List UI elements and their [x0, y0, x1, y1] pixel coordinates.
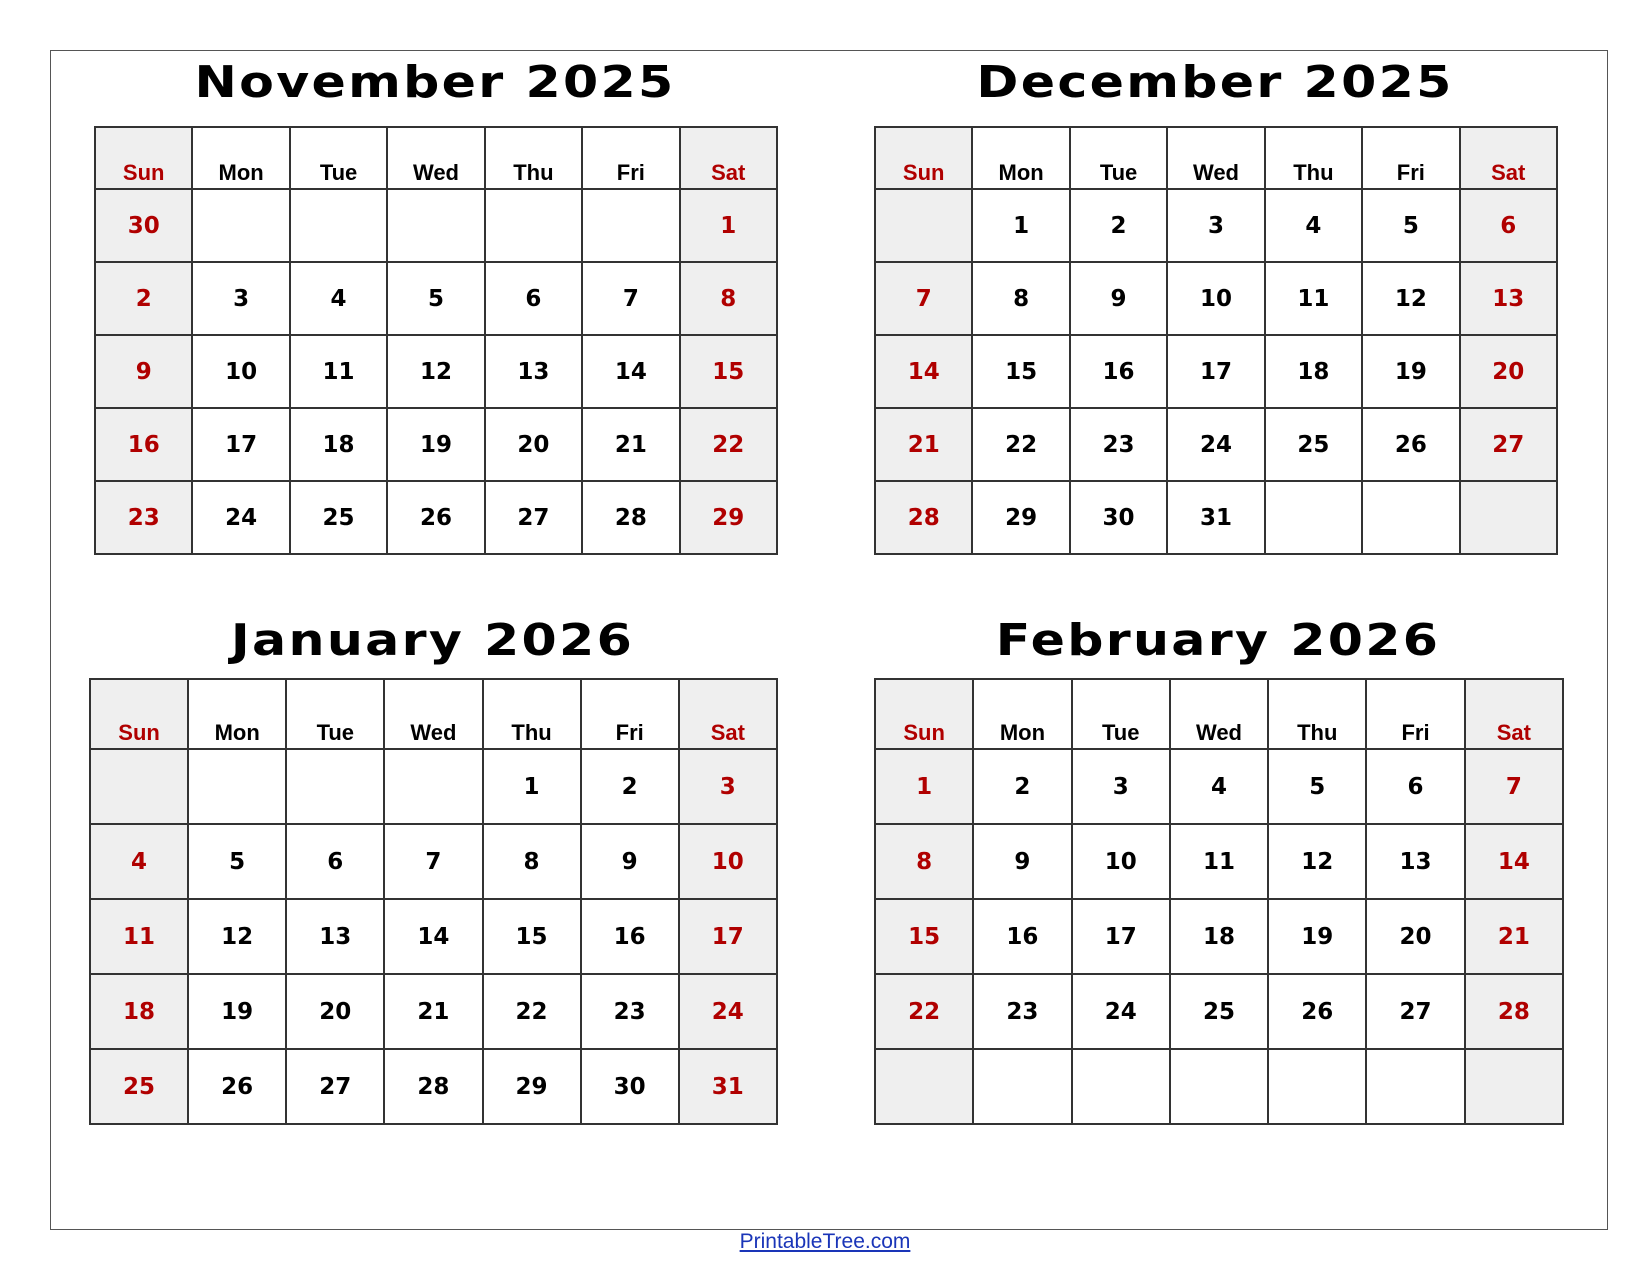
day-cell: 13: [1460, 262, 1557, 335]
day-cell: 14: [582, 335, 679, 408]
weekday-header: Sat: [680, 127, 777, 189]
day-cell: 31: [1167, 481, 1264, 554]
week-row: [95, 481, 777, 554]
day-cell: [875, 189, 972, 262]
day-cell: 5: [1362, 189, 1459, 262]
day-cell: [973, 1049, 1071, 1124]
weekday-header: Wed: [387, 127, 484, 189]
weekday-header: Tue: [1072, 679, 1170, 749]
weekday-header: Thu: [1268, 679, 1366, 749]
weekday-header: Fri: [1366, 679, 1464, 749]
day-cell: 10: [1167, 262, 1264, 335]
day-cell: 28: [582, 481, 679, 554]
weekday-header: Sun: [875, 679, 973, 749]
week-row: [875, 899, 1563, 974]
day-cell: [875, 1049, 973, 1124]
day-cell: 26: [188, 1049, 286, 1124]
day-cell: 14: [384, 899, 482, 974]
day-cell: 18: [90, 974, 188, 1049]
day-cell: 12: [387, 335, 484, 408]
weekday-header: Sun: [95, 127, 192, 189]
day-cell: 4: [1170, 749, 1268, 824]
day-cell: 14: [1465, 824, 1563, 899]
day-cell: 28: [384, 1049, 482, 1124]
day-cell: 27: [485, 481, 582, 554]
day-cell: [1465, 1049, 1563, 1124]
day-cell: 30: [581, 1049, 679, 1124]
week-row: [875, 189, 1557, 262]
week-row: [90, 899, 777, 974]
weekday-header: Wed: [1167, 127, 1264, 189]
day-cell: 16: [1070, 335, 1167, 408]
day-cell: 13: [1366, 824, 1464, 899]
weekday-header: Wed: [1170, 679, 1268, 749]
day-cell: 29: [680, 481, 777, 554]
day-cell: 27: [1460, 408, 1557, 481]
day-cell: 3: [1072, 749, 1170, 824]
day-cell: 17: [1167, 335, 1264, 408]
day-cell: 24: [1167, 408, 1264, 481]
day-cell: 27: [1366, 974, 1464, 1049]
day-cell: 3: [192, 262, 289, 335]
day-cell: 8: [875, 824, 973, 899]
weekday-header: Wed: [384, 679, 482, 749]
day-cell: 23: [95, 481, 192, 554]
day-cell: 5: [387, 262, 484, 335]
day-cell: 20: [485, 408, 582, 481]
day-cell: 4: [90, 824, 188, 899]
day-cell: 21: [384, 974, 482, 1049]
day-cell: 4: [1265, 189, 1362, 262]
day-cell: 2: [1070, 189, 1167, 262]
weekday-header: Sat: [1465, 679, 1563, 749]
weekday-header: Tue: [290, 127, 387, 189]
day-cell: 24: [679, 974, 777, 1049]
day-cell: 22: [483, 974, 581, 1049]
day-cell: 15: [680, 335, 777, 408]
day-cell: 12: [1362, 262, 1459, 335]
day-cell: 9: [581, 824, 679, 899]
day-cell: 24: [1072, 974, 1170, 1049]
day-cell: 8: [680, 262, 777, 335]
day-cell: 18: [1170, 899, 1268, 974]
day-cell: 6: [1366, 749, 1464, 824]
day-cell: 22: [875, 974, 973, 1049]
day-cell: 7: [875, 262, 972, 335]
day-cell: 11: [1170, 824, 1268, 899]
day-cell: 5: [188, 824, 286, 899]
weekday-header: Fri: [1362, 127, 1459, 189]
day-cell: [192, 189, 289, 262]
weekday-header: Fri: [582, 127, 679, 189]
day-cell: 11: [90, 899, 188, 974]
day-cell: 2: [95, 262, 192, 335]
day-cell: [1170, 1049, 1268, 1124]
day-cell: 17: [679, 899, 777, 974]
weekday-header: Sat: [1460, 127, 1557, 189]
day-cell: 1: [875, 749, 973, 824]
day-cell: 7: [1465, 749, 1563, 824]
day-cell: 26: [1362, 408, 1459, 481]
weekday-header: Tue: [286, 679, 384, 749]
day-cell: 19: [188, 974, 286, 1049]
day-cell: 11: [290, 335, 387, 408]
calendar-table: [94, 126, 778, 555]
day-cell: [90, 749, 188, 824]
day-cell: 20: [1366, 899, 1464, 974]
day-cell: 1: [680, 189, 777, 262]
month-title: November 2025: [194, 57, 676, 108]
weekday-header: Mon: [972, 127, 1069, 189]
weekday-header: Sun: [90, 679, 188, 749]
day-cell: 8: [483, 824, 581, 899]
weekday-header: Thu: [485, 127, 582, 189]
week-row: [875, 974, 1563, 1049]
week-row: [90, 824, 777, 899]
weekday-header: Sat: [679, 679, 777, 749]
day-cell: 9: [1070, 262, 1167, 335]
day-cell: 21: [1465, 899, 1563, 974]
day-cell: 28: [875, 481, 972, 554]
day-cell: [485, 189, 582, 262]
month-title: January 2026: [230, 615, 635, 666]
weekday-header: Sun: [875, 127, 972, 189]
day-cell: 7: [384, 824, 482, 899]
day-cell: 5: [1268, 749, 1366, 824]
day-cell: 10: [1072, 824, 1170, 899]
day-cell: 15: [875, 899, 973, 974]
day-cell: 21: [875, 408, 972, 481]
day-cell: 12: [188, 899, 286, 974]
day-cell: 17: [1072, 899, 1170, 974]
day-cell: 30: [95, 189, 192, 262]
day-cell: 23: [581, 974, 679, 1049]
week-row: [875, 481, 1557, 554]
day-cell: 29: [483, 1049, 581, 1124]
month-title: February 2026: [995, 615, 1441, 666]
day-cell: 28: [1465, 974, 1563, 1049]
week-row: [875, 824, 1563, 899]
day-cell: 13: [286, 899, 384, 974]
day-cell: [1268, 1049, 1366, 1124]
day-cell: [582, 189, 679, 262]
day-cell: 27: [286, 1049, 384, 1124]
weekday-header: Thu: [483, 679, 581, 749]
day-cell: 16: [95, 408, 192, 481]
day-cell: 6: [286, 824, 384, 899]
day-cell: 25: [290, 481, 387, 554]
day-cell: 10: [192, 335, 289, 408]
day-cell: [1366, 1049, 1464, 1124]
day-cell: [384, 749, 482, 824]
day-cell: 2: [581, 749, 679, 824]
day-cell: 20: [1460, 335, 1557, 408]
day-cell: 26: [1268, 974, 1366, 1049]
day-cell: 19: [387, 408, 484, 481]
day-cell: 15: [972, 335, 1069, 408]
day-cell: [286, 749, 384, 824]
day-cell: 25: [90, 1049, 188, 1124]
week-row: [95, 408, 777, 481]
week-row: [90, 749, 777, 824]
week-row: [875, 335, 1557, 408]
day-cell: 19: [1268, 899, 1366, 974]
day-cell: 29: [972, 481, 1069, 554]
day-cell: 14: [875, 335, 972, 408]
week-row: [90, 974, 777, 1049]
day-cell: 8: [972, 262, 1069, 335]
week-row: [90, 1049, 777, 1124]
day-cell: 11: [1265, 262, 1362, 335]
week-row: [95, 262, 777, 335]
week-row: [875, 749, 1563, 824]
day-cell: 15: [483, 899, 581, 974]
day-cell: 16: [973, 899, 1071, 974]
day-cell: 20: [286, 974, 384, 1049]
day-cell: 1: [972, 189, 1069, 262]
printabletree-link[interactable]: PrintableTree.com: [739, 1230, 911, 1253]
week-row: [875, 262, 1557, 335]
weekday-header: Thu: [1265, 127, 1362, 189]
day-cell: 19: [1362, 335, 1459, 408]
weekday-header: Mon: [188, 679, 286, 749]
day-cell: 18: [1265, 335, 1362, 408]
day-cell: 22: [972, 408, 1069, 481]
day-cell: 22: [680, 408, 777, 481]
weekday-header: Fri: [581, 679, 679, 749]
week-row: [95, 335, 777, 408]
day-cell: 26: [387, 481, 484, 554]
day-cell: [387, 189, 484, 262]
day-cell: 6: [1460, 189, 1557, 262]
day-cell: 7: [582, 262, 679, 335]
day-cell: [290, 189, 387, 262]
day-cell: 17: [192, 408, 289, 481]
day-cell: 4: [290, 262, 387, 335]
day-cell: 2: [973, 749, 1071, 824]
day-cell: [1460, 481, 1557, 554]
calendar-table: [874, 126, 1558, 555]
day-cell: 24: [192, 481, 289, 554]
day-cell: 12: [1268, 824, 1366, 899]
weekday-header: Tue: [1070, 127, 1167, 189]
day-cell: 25: [1265, 408, 1362, 481]
day-cell: 13: [485, 335, 582, 408]
day-cell: 16: [581, 899, 679, 974]
week-row: [875, 1049, 1563, 1124]
day-cell: 1: [483, 749, 581, 824]
day-cell: 31: [679, 1049, 777, 1124]
day-cell: 3: [679, 749, 777, 824]
weekday-header: Mon: [973, 679, 1071, 749]
day-cell: 10: [679, 824, 777, 899]
day-cell: 25: [1170, 974, 1268, 1049]
day-cell: 3: [1167, 189, 1264, 262]
day-cell: [1072, 1049, 1170, 1124]
day-cell: [1362, 481, 1459, 554]
week-row: [95, 189, 777, 262]
day-cell: 9: [95, 335, 192, 408]
week-row: [875, 408, 1557, 481]
day-cell: 6: [485, 262, 582, 335]
day-cell: 18: [290, 408, 387, 481]
calendar-table: [874, 678, 1564, 1125]
day-cell: [188, 749, 286, 824]
day-cell: 9: [973, 824, 1071, 899]
day-cell: [1265, 481, 1362, 554]
day-cell: 21: [582, 408, 679, 481]
weekday-header: Mon: [192, 127, 289, 189]
day-cell: 30: [1070, 481, 1167, 554]
day-cell: 23: [973, 974, 1071, 1049]
calendar-table: [89, 678, 778, 1125]
month-title: December 2025: [976, 57, 1454, 108]
day-cell: 23: [1070, 408, 1167, 481]
